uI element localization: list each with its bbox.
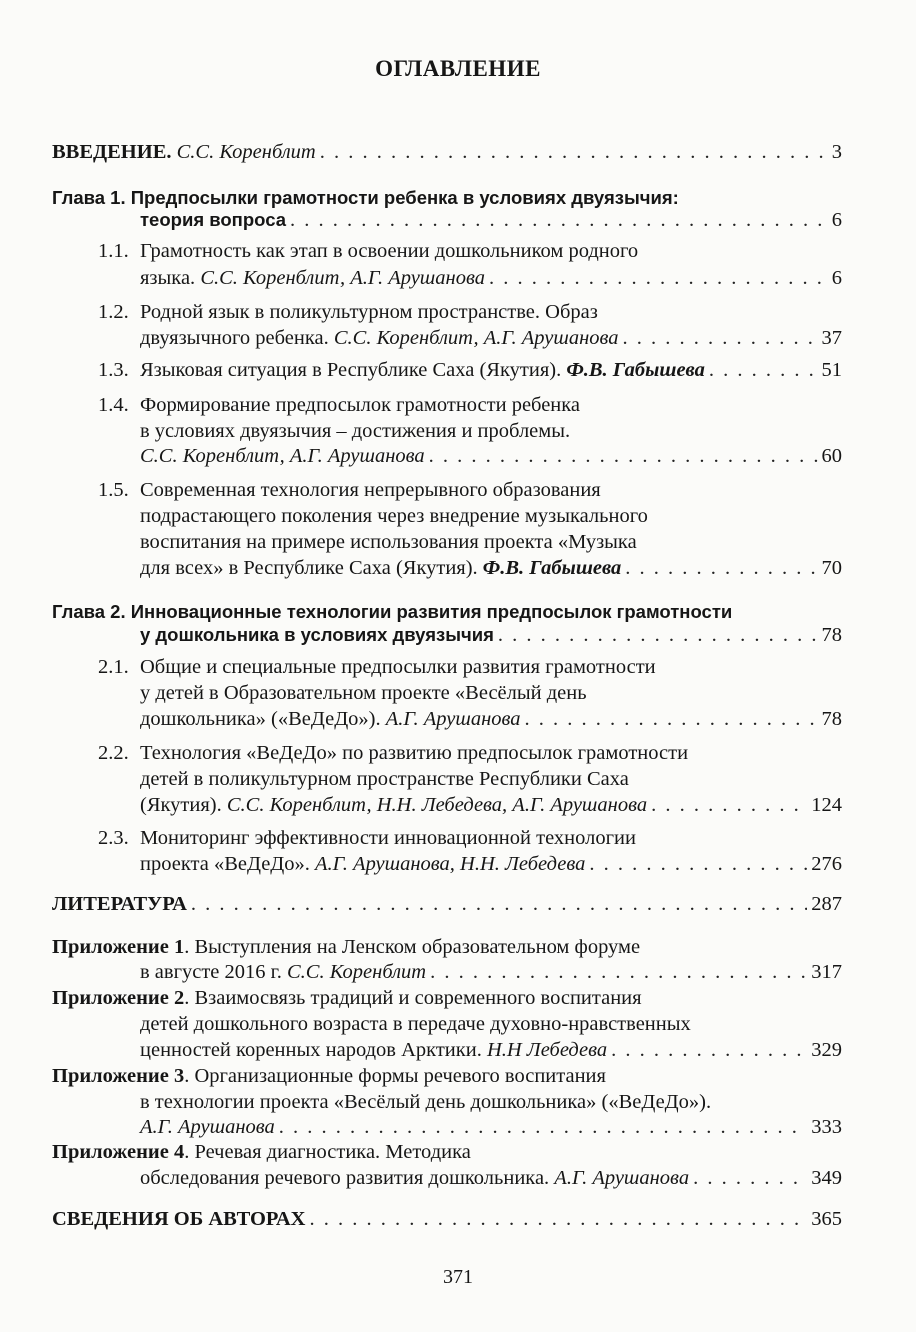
app-page: 333 <box>811 1116 842 1138</box>
sec-2-2: 2.2. <box>98 742 129 764</box>
sec-2-2-end[interactable] <box>140 790 842 820</box>
leader-dots <box>320 137 828 167</box>
leader-dots <box>191 889 807 919</box>
leader-dots <box>429 441 818 471</box>
app-line1: . Организационные формы речевого воспитания <box>184 1065 606 1087</box>
leader-dots <box>290 205 828 235</box>
sec-page: 70 <box>821 557 842 579</box>
sec-text: языка. <box>140 267 196 289</box>
ch2-title-line1: Инновационные технологии развития предпосылок грамотности <box>130 601 733 622</box>
sec-page: 51 <box>821 359 842 381</box>
app-text: обследования речевого развития дошкольника. <box>140 1167 550 1189</box>
ch2-heading-end[interactable] <box>140 620 842 650</box>
sec-2-3: 2.3. <box>98 827 129 849</box>
app-page: 349 <box>811 1167 842 1189</box>
literature-page: 287 <box>811 893 842 915</box>
leader-dots <box>651 790 807 820</box>
ch2-label: Глава 2. <box>52 601 126 622</box>
app-label: Приложение 1 <box>52 936 185 958</box>
sec-2-2-line1: Технология «ВеДеДо» по развитию предпосылок грамотности <box>140 742 689 764</box>
sec-1-5: 1.5. <box>98 479 129 501</box>
intro-author: С.С. Коренблит <box>176 141 316 163</box>
sec-1-5-line3: воспитания на примере использования проекта «Музыка <box>140 531 637 553</box>
sec-1-1-end[interactable] <box>140 263 842 293</box>
page-number: 371 <box>443 1266 473 1288</box>
app-2-line2: детей дошкольного возраста в передаче духовно-нравственных <box>140 1013 691 1035</box>
sec-1-3-end[interactable] <box>140 355 842 385</box>
toc-literature[interactable] <box>52 889 842 919</box>
sec-page: 276 <box>811 853 842 875</box>
app-label: Приложение 4 <box>52 1141 185 1163</box>
sec-2-3-end[interactable] <box>140 849 842 879</box>
app-line1: . Выступления на Ленском образовательном форуме <box>184 936 641 958</box>
app-label: Приложение 3 <box>52 1065 185 1087</box>
ch1-title-line2: теория вопроса <box>140 209 287 230</box>
sec-2-2-line2: детей в поликультурном пространстве Республики Саха <box>140 768 629 790</box>
sec-text: (Якутия). <box>140 794 222 816</box>
app-author: Н.Н Лебедева <box>486 1039 608 1061</box>
sec-1-5-end[interactable] <box>140 553 842 583</box>
app-page: 317 <box>811 961 842 983</box>
sec-page: 124 <box>811 794 842 816</box>
leader-dots <box>498 620 818 650</box>
sec-2-1-line1: Общие и специальные предпосылки развития грамотности <box>140 656 656 678</box>
sec-1-2: 1.2. <box>98 301 129 323</box>
intro-label: ВВЕДЕНИЕ. <box>52 141 172 163</box>
sec-author: С.С. Коренблит, Н.Н. Лебедева, А.Г. Арушанова <box>226 794 648 816</box>
app-author: А.Г. Арушанова <box>554 1167 690 1189</box>
authors-label: СВЕДЕНИЯ ОБ АВТОРАХ <box>52 1208 306 1230</box>
sec-1-5-line1: Современная технология непрерывного образования <box>140 479 601 501</box>
leader-dots <box>611 1035 807 1065</box>
sec-1-2-end[interactable] <box>140 323 842 353</box>
ch1-page: 6 <box>831 209 842 231</box>
sec-1-1[interactable] <box>98 236 129 266</box>
leader-dots <box>625 553 817 583</box>
app-label: Приложение 2 <box>52 987 185 1009</box>
app-text: ценностей коренных народов Арктики. <box>140 1039 482 1061</box>
ch1-label: Глава 1. <box>52 187 126 208</box>
sec-author: А.Г. Арушанова <box>385 708 521 730</box>
sec-author: А.Г. Арушанова, Н.Н. Лебедева <box>315 853 586 875</box>
app-author: А.Г. Арушанова <box>140 1116 275 1138</box>
app-line1: . Речевая диагностика. Методика <box>184 1141 471 1163</box>
sec-author: Ф.В. Габышева <box>566 359 705 381</box>
ch1-heading-end[interactable] <box>140 205 842 235</box>
sec-1-4-line1: Формирование предпосылок грамотности ребенка <box>140 394 581 416</box>
sec-text: проекта «ВеДеДо». <box>140 853 310 875</box>
leader-dots <box>589 849 807 879</box>
app-page: 329 <box>811 1039 842 1061</box>
app-3-line2: в технологии проекта «Весёлый день дошкольника» («ВеДеДо»). <box>140 1091 712 1113</box>
sec-1-4: 1.4. <box>98 394 129 416</box>
sec-text: дошкольника» («ВеДеДо»). <box>140 708 381 730</box>
sec-page: 6 <box>831 267 842 289</box>
app-4-end[interactable] <box>140 1163 842 1193</box>
sec-author: С.С. Коренблит, А.Г. Арушанова <box>200 267 485 289</box>
sec-num: 1.1. <box>98 240 129 262</box>
page-title: ОГЛАВЛЕНИЕ <box>375 56 541 81</box>
sec-page: 60 <box>821 445 842 467</box>
leader-dots <box>525 704 818 734</box>
sec-2-1: 2.1. <box>98 656 129 678</box>
ch1-title-line1: Предпосылки грамотности ребенка в условиях двуязычия: <box>130 187 679 208</box>
leader-dots <box>693 1163 807 1193</box>
leader-dots <box>709 355 818 385</box>
sec-text: двуязычного ребенка. <box>140 327 329 349</box>
sec-1-3: 1.3. <box>98 359 129 381</box>
ch2-page: 78 <box>821 624 842 646</box>
app-author: С.С. Коренблит <box>287 961 427 983</box>
intro-page: 3 <box>831 141 842 163</box>
sec-1-1-line1: Грамотность как этап в освоении дошкольником родного <box>140 240 639 262</box>
app-line1: . Взаимосвязь традиций и современного воспитания <box>184 987 642 1009</box>
sec-2-1-line2: у детей в Образовательном проекте «Весёлый день <box>140 682 587 704</box>
sec-page: 78 <box>821 708 842 730</box>
sec-2-3-line1: Мониторинг эффективности инновационной технологии <box>140 827 636 849</box>
leader-dots <box>309 1204 807 1234</box>
toc-intro[interactable] <box>52 137 842 167</box>
authors-page: 365 <box>811 1208 842 1230</box>
sec-text: Языковая ситуация в Республике Саха (Якутия). <box>140 359 562 381</box>
sec-1-4-line2: в условиях двуязычия – достижения и проблемы. <box>140 420 571 442</box>
literature-label: ЛИТЕРАТУРА <box>52 893 187 915</box>
sec-text: для всех» в Республике Саха (Якутия). <box>140 557 478 579</box>
sec-1-4-end[interactable] <box>140 441 842 471</box>
sec-author: С.С. Коренблит, А.Г. Арушанова <box>333 327 619 349</box>
sec-1-2-line1: Родной язык в поликультурном пространстве. Образ <box>140 301 598 323</box>
leader-dots <box>489 263 828 293</box>
sec-author: С.С. Коренблит, А.Г. Арушанова <box>140 445 425 467</box>
sec-page: 37 <box>821 327 842 349</box>
ch2-title-line2: у дошкольника в условиях двуязычия <box>140 624 494 645</box>
leader-dots <box>623 323 818 353</box>
sec-author: Ф.В. Габышева <box>482 557 622 579</box>
sec-1-5-line2: подрастающего поколения через внедрение музыкального <box>140 505 648 527</box>
toc-authors[interactable] <box>52 1204 842 1234</box>
app-text: в августе 2016 г. <box>140 961 282 983</box>
sec-2-1-end[interactable] <box>140 704 842 734</box>
